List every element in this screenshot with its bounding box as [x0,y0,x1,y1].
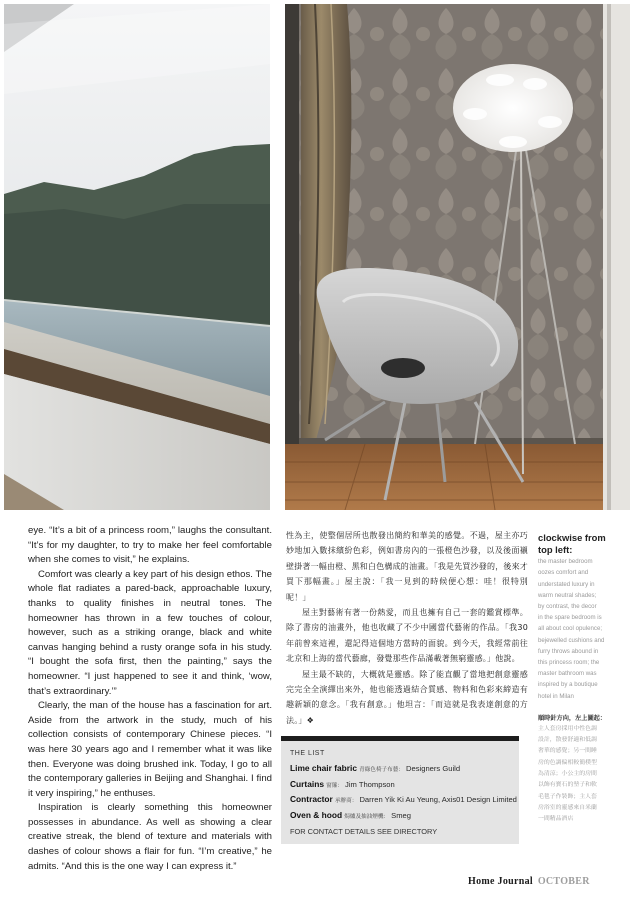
list-item-label: Curtains [290,778,324,789]
list-item-zh-label: 承辦商： [334,798,358,805]
photo-caption [538,532,616,826]
article-paragraph: Inspiration is clearly something this homeowner possesses in abundance. As well as showing a clear creative streak, the blend of texture and materials with dashes of colour shows a flair for fun. “I’m creative,” he admits. “And this is the one way I can express it.” [28,802,272,872]
photo-window-view [4,4,270,510]
caption-line: all about cool opulence; [538,625,603,633]
caption-zh-line: 以飾有寶石的墊子和軟 [538,782,597,789]
list-item-label: Contractor [290,794,333,805]
caption-zh-line: 房的色調偏相較簡樸型 [538,759,597,766]
caption-zh-line: 毛毯子作裝飾；主人套 [538,793,597,800]
article-paragraph: eye. “It’s a bit of a princess room,” laughs the consultant. “It’s for my daughter, to try to make her feel comfortable when she comes to visit,” he explains. [28,525,272,566]
list-item-value: Jim Thompson [345,779,395,789]
article-paragraph: Clearly, the man of the house has a fascination for art. Aside from the artwork in the study, much of his collection consists of contemporary Chinese pieces. “I was here 30 years ago and I remember what it was like then. Everyone was doing brushed ink. Today, I go to all the contemporary galleries in Beijing and Shanghai. I find it very inspiring,” he enthuses. [28,700,272,799]
caption-line: furry throws abound in [538,647,599,655]
caption-line: understated luxury in [538,580,595,588]
list-item-zh-label: 窗簾： [326,782,343,789]
article-paragraph: Comfort was clearly a key part of his design ethos. The whole flat radiates a pared-back, approachable luxury, thanks to quality finishes in neutral tones. The homeowner has thrown in a few touches of colour, however, such as a striking orange, black and white canvas hanging behind a rusty orange sofa in his study. “I bought the sofa first, then the painting,” says the homeowner. “I just happened to see it and think, ‘wow, that’s extraordinary.’” [28,568,272,697]
caption-line: hotel in Milan [538,692,574,700]
caption-line: oozes comfort and [538,569,589,577]
list-item-zh-label: 青綠色椅子布藝： [359,767,404,773]
caption-english [538,556,616,702]
caption-line: inspired by a boutique [538,681,598,689]
caption-zh-line: 奢華的感覺；另一間睡 [538,748,597,755]
article-chinese-column [286,528,528,728]
caption-line: warm neutral shades; [538,591,597,599]
list-item-value: Designers Guild [406,764,461,773]
caption-chinese [538,724,616,826]
article-zh-paragraph: 性為主，使整個居所也散發出簡約和華美的感覺。不過，屋主亦巧妙地加入數抹繽紛色彩，例如書房內的一張橙色沙發，以及後面襯壁掛著一幅由橙、黑和白色構成的油畫。「我是先買沙發的，後來才買下那幅畫。」屋主說：「我一見到的時候便心想：哇！很特別呢！」 [286,531,528,602]
list-item-value: Smeg [391,810,411,820]
magazine-name: Home Journal [468,876,533,887]
caption-line: bejewelled cushions and [538,636,605,644]
caption-line: the master bedroom [538,558,593,566]
caption-line: this princess room; the [538,659,600,667]
caption-zh-heading: 順時針方向，左上圖起： [538,714,607,722]
article-zh-paragraph: 屋主對藝術有著一份熱愛，而且也擁有自己一套的鑑賞標準。除了書房的油畫外，他也收藏了不少中國當代藝術的作品。「我30年前曾來這裡，還記得這個地方當時的面貌。到今天，我經常前往北京和上海的當代藝廊，發覺那些作品滿載著無窮靈感。」他說。 [286,608,528,664]
caption-heading: clockwise from top left: [538,532,606,555]
caption-zh-line: 設計，散發舒適和低調 [538,737,597,744]
article-english-column [28,524,272,874]
the-list-box [281,736,519,844]
window-view-image [4,4,270,510]
list-item-value: Darren Yik Ki Au Yeung, Axis01 Design Limited [359,795,517,805]
caption-line: in the spare bedroom is [538,614,602,622]
caption-zh-line: 房浴室的靈感來自米蘭 [538,804,597,811]
issue-month: OCTOBER [537,876,590,887]
caption-line: by contrast, the decor [538,603,597,610]
list-item [290,778,511,794]
caption-zh-line: 一間精品酒店 [538,816,574,823]
list-item [290,809,511,825]
caption-zh-line: 為清涼；小公主的房間 [538,771,597,778]
photo-bedroom [285,4,630,510]
article-zh-paragraph: 屋主最不缺的，大概就是靈感。除了能直觀了當地把創意靈感完完全全演繹出來外，他也能透過結合質感、物料和色彩來締造有趣新穎的意念。「我有創意。」他坦言：「而這就是我表達創意的方法。」 [286,669,528,725]
contact-details-note: FOR CONTACT DETAILS SEE DIRECTORY [290,827,438,837]
caption-line: master bathroom was [538,670,597,678]
list-item-zh-label: 焗爐及抽油煙機： [344,813,390,820]
the-list-title: THE LIST [290,750,325,757]
end-mark: ❖ [306,715,314,725]
caption-zh-line: 主人套房採用中性色調 [538,725,597,732]
page-footer [468,876,590,887]
bedroom-image [285,4,630,510]
list-item-label: Lime chair fabric [290,763,358,773]
list-item-label: Oven & hood [290,809,343,820]
list-item [290,793,517,809]
list-item [290,762,511,778]
